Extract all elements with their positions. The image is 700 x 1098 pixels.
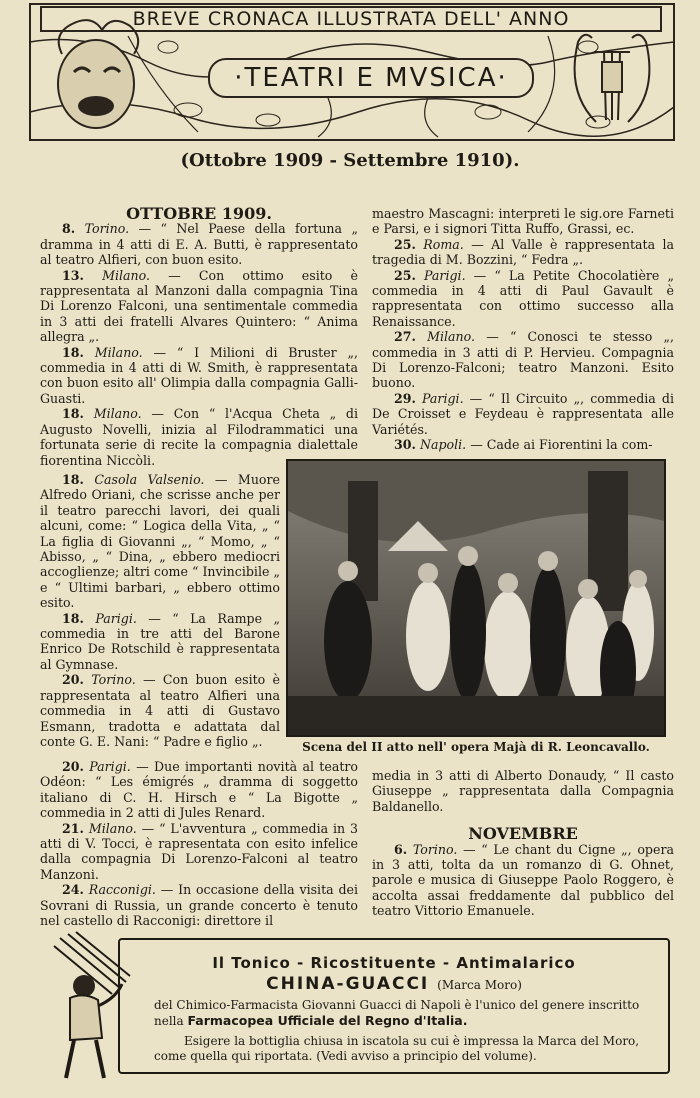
period-heading: (Ottobre 1909 - Settembre 1910). — [180, 150, 520, 171]
advertisement-box — [118, 938, 670, 1074]
entry: 18. Milano. — Con “ l'Acqua Cheta „ di Augusto Novelli, inizia al Filodrammatici una fortunata serie di recite la compagnia dialettale fiorentina Niccòli. — [40, 406, 358, 468]
left-column-narrow — [40, 472, 280, 749]
ad-tagline: Il Tonico - Ricostituente - Antimalarico — [212, 954, 576, 972]
ad-instruction: Esigere la bottiglia chiusa in iscatola su cui è impressa la Marca del Moro, come quella qui riportata. (Vedi avviso a principio del volume). — [154, 1034, 640, 1063]
ad-brand: CHINA-GUACCI (Marca Moro) — [266, 974, 522, 994]
theatre-mask-icon — [58, 20, 138, 128]
entry: 25. Roma. — Al Valle è rappresentata la tragedia di M. Bozzini, “ Fedra „. — [372, 236, 674, 268]
entry: 27. Milano. — “ Conosci te stesso „, commedia in 3 atti di P. Hervieu. Compagnia Di Lorenzo-Falconi; teatro Manzoni. Esito buono. — [372, 329, 675, 391]
opera-scene-photo — [286, 459, 666, 737]
lyre-icon — [575, 35, 650, 122]
left-column-bottom — [40, 759, 358, 928]
masthead-ribbon: BREVE CRONACA ILLUSTRATA DELL' ANNO — [40, 6, 662, 32]
entry: 6. Torino. — “ Le chant du Cigne „, opera in 3 atti, tolta da un romanzo di G. Ohnet, parole e musica di Giuseppe Paolo Roggero, è accolta assai freddamente dal pubblico del teatro Vittorio Emanuele. — [372, 841, 674, 919]
masthead — [28, 2, 676, 142]
entry: 20. Torino. — Con buon esito è rappresentata al teatro Alfieri una commedia in 4 atti di Gustavo Esmann, tradotta e adattata dal conte G. E. Nani: “ Padre e figlio „. — [40, 672, 281, 749]
entry: 13. Milano. — Con ottimo esito è rappresentata al Manzoni dalla compagnia Tina Di Lorenzo Falconi, una sentimentale commedia in 3 atti dei fratelli Alvares Quintero: “ Anima allegra „. — [40, 267, 358, 345]
right-column-bottom — [372, 768, 674, 919]
entry-continued: media in 3 atti di Alberto Donaudy, “ Il casto Giuseppe „ rappresentata dalla Compagnia Baldanello. — [372, 768, 674, 814]
entry-continued: maestro Mascagni: interpreti le sig.ore Farneti e Parsi, e i signori Titta Ruffo, Grassi, ec. — [372, 206, 674, 237]
entry: 18. Parigi. — “ La Rampe „ commedia in tre atti del Barone Enrico De Rotschild è rappresentata al Gymnase. — [40, 610, 280, 672]
masthead-title: ·TEATRI E MVSICA· — [208, 58, 534, 98]
entry: 18. Casola Valsenio. — Muore Alfredo Oriani, che scrisse anche per il teatro parecchi lavori, dei quali alcuni, come: “ Logica della Vita, „ “ La figlia di Giovanni „, “ Momo, „ “ Abisso, „ “ Dina, „ ebbero mediocri accoglienze; altri come “ Invincibile „ e “ Ultimi barbari, „ ebbero ottimo esito. — [40, 472, 280, 611]
entry: 18. Milano. — “ I Milioni di Bruster „, commedia in 4 atti di W. Smith, è rappresentata con buon esito all' Olimpia dalla compagnia Galli-Guasti. — [40, 344, 358, 406]
left-column — [40, 206, 358, 468]
photo-caption: Scena del II atto nell' opera Majà di R. Leoncavallo. — [302, 740, 650, 754]
opera-scene-illustration — [288, 461, 664, 735]
entry: 25. Parigi. — “ La Petite Chocolatière „ commedia in 4 atti di Paul Gavault è rappresentata con ottimo successo alla Renaissance. — [372, 267, 674, 329]
ad-description: del Chimico-Farmacista Giovanni Guacci di Napoli è l'unico del genere inscritto nella Farmacopea Ufficiale del Regno d'Italia. — [154, 998, 640, 1028]
moor-porter-icon — [50, 928, 140, 1088]
entry: 21. Milano. — “ L'avventura „ commedia in 3 atti di V. Tocci, è rapresentata con esito infelice dalla compagnia Di Lorenzo-Falconi al teatro Manzoni. — [40, 820, 359, 882]
right-column — [372, 206, 674, 453]
entry: 30. Napoli. — Cade ai Fiorentini la com- — [394, 437, 653, 453]
entry: 24. Racconigi. — In occasione della visita dei Sovrani di Russia, un grande concerto è tenuto nel castello di Racconigi: direttore il — [40, 882, 358, 929]
entry: 29. Parigi. — “ Il Circuito „, commedia di De Croisset e Feydeau è rappresentata alle Variétés. — [372, 390, 674, 437]
entry: 8. Torino. — “ Nel Paese della fortuna „ dramma in 4 atti di E. A. Butti, è rappresentato al teatro Alfieri, con buon esito. — [40, 221, 358, 268]
section-heading: NOVEMBRE — [468, 824, 578, 844]
entry: 20. Parigi. — Due importanti novità al teatro Odéon: “ Les émigrés „ dramma di soggetto italiano di C. H. Hirsch e “ La Bigotte „ commedia in 2 atti di Jules Renard. — [40, 759, 358, 821]
section-heading: OTTOBRE 1909. — [126, 204, 272, 223]
